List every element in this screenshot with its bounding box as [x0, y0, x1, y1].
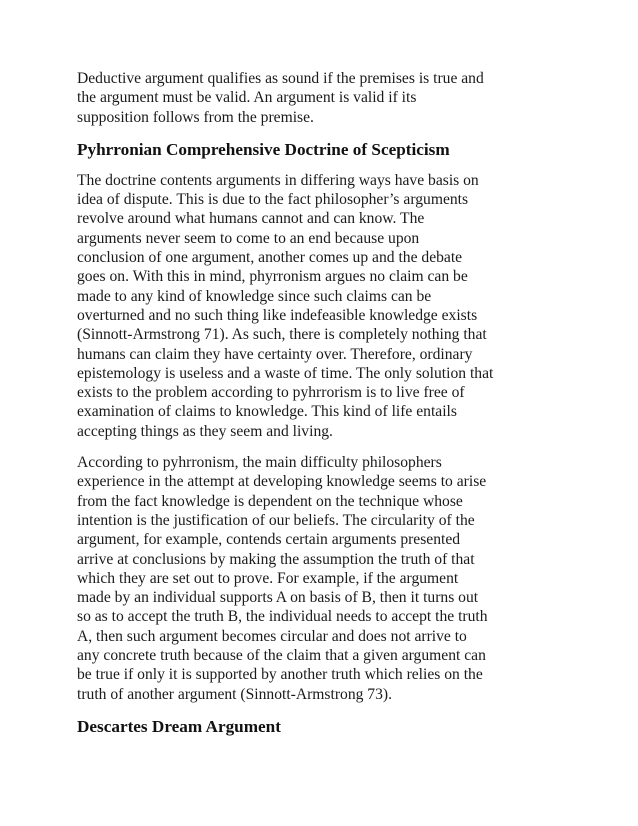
heading-descartes-dream-argument: Descartes Dream Argument: [77, 716, 281, 736]
document-page: [77, 69, 567, 738]
paragraph-doctrine-contents: The doctrine contents arguments in differing ways have basis on idea of dispute. This is due to the fact philosopher’s arguments revolve around what humans cannot and can know. The arguments never seem to come to an end because upon conclusion of one argument, another comes up and the debate goes on. With this in mind, phyrronism argues no claim can be made to any kind of knowledge since such claims can be overturned and no such thing like indefeasible knowledge exists (Sinnott-Armstrong 71). As such, there is completely nothing that humans can claim they have certainty over. Therefore, ordinary epistemology is useless and a waste of time. The only solution that exists to the problem according to pyhrrorism is to live free of examination of claims to knowledge. This kind of life entails accepting things as they seem and living.: [77, 171, 494, 440]
paragraph-according-to-pyrrhonism: According to pyhrronism, the main difficulty philosophers experience in the attempt at developing knowledge seems to arise from the fact knowledge is dependent on the technique whose intention is the justification of our beliefs. The circularity of the argument, for example, contends certain arguments presented arrive at conclusions by making the assumption the truth of that which they are set out to prove. For example, if the argument made by an individual supports A on basis of B, then it turns out so as to accept the truth B, the individual needs to accept the truth A, then such argument becomes circular and does not arrive to any concrete truth because of the claim that a given argument can be true if only it is supported by another truth which relies on the truth of another argument (Sinnott-Armstrong 73).: [77, 454, 488, 703]
paragraph-deductive-argument: Deductive argument qualifies as sound if the premises is true and the argument must be valid. An argument is valid if its supposition follows from the premise.: [77, 70, 484, 126]
heading-pyrrhonian-doctrine: Pyhrronian Comprehensive Doctrine of Scepticism: [77, 139, 450, 159]
